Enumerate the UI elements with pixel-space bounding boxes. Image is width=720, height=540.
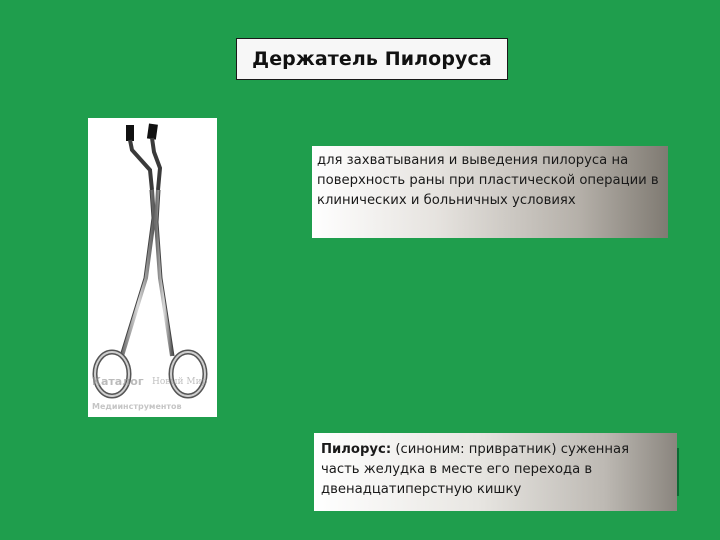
jaw-tip-left <box>126 125 134 141</box>
definition-text <box>321 440 671 500</box>
jaw-tip-right <box>147 124 158 140</box>
description-text: для захватывания и выведения пилоруса на поверхность раны при пластической операции в клинических и больничных условиях <box>317 153 659 208</box>
pylorus-holder-forceps-icon <box>88 118 217 417</box>
title-box <box>236 38 508 80</box>
watermark-med: Медиинструментов <box>92 402 182 411</box>
watermark-catalog: Каталог <box>92 375 144 388</box>
watermark-novy-mir: Новый Мир <box>152 377 208 387</box>
description-box <box>312 146 668 238</box>
instrument-image <box>88 118 217 417</box>
definition-term: Пилорус: <box>321 442 392 457</box>
definition-body: (синоним: привратник) суженная часть желудка в месте его перехода в двенадцатиперстную кишку <box>321 442 630 497</box>
accent-line <box>677 448 679 496</box>
slide-title: Держатель Пилоруса <box>252 48 492 70</box>
definition-box <box>314 433 677 511</box>
